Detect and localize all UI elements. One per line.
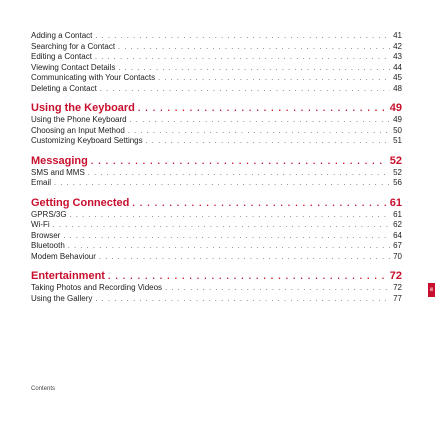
toc-entry-page: 61 [393,209,402,219]
toc-entry[interactable] [31,63,402,74]
toc-entry-title: Browser [31,230,61,240]
toc-entry-page: 44 [393,62,402,72]
toc-entry-title: Searching for a Contact [31,41,116,51]
toc-section-heading[interactable] [31,154,402,168]
toc-section-page: 49 [389,102,402,114]
toc-entry-page: 49 [393,115,402,124]
dot-leader [54,179,390,189]
dot-leader [95,32,390,42]
toc-entry[interactable] [31,42,402,53]
toc-entry[interactable] [31,84,402,95]
dot-leader [146,137,390,147]
toc-entry-page: 52 [393,167,402,177]
toc-entry-page: 56 [393,178,402,187]
toc-entry[interactable] [31,126,402,137]
toc-entry[interactable] [31,220,402,231]
toc-entry-title: Editing a Contact [31,52,92,61]
toc-entry-title: Taking Photos and Recording Videos [31,283,163,292]
dot-leader [130,116,390,126]
dot-leader [95,53,390,63]
dot-leader [88,169,390,179]
toc-entry-page: 41 [393,31,402,40]
toc-entry-page: 50 [393,125,402,135]
toc-entry[interactable] [31,136,402,147]
dot-leader [108,269,387,283]
footer-label: Contents [31,386,56,392]
toc-section-heading[interactable] [31,101,402,115]
toc-entry[interactable] [31,52,402,63]
toc-entry-page: 70 [393,251,402,261]
toc-entry[interactable] [31,168,402,179]
dot-leader [132,196,386,210]
toc-section-title: Getting Connected [31,196,130,209]
toc-entry-title: GPRS/3G [31,209,67,219]
toc-entry-page: 51 [393,136,402,145]
toc-entry-page: 67 [393,241,402,250]
toc-entry-page: 64 [393,230,402,240]
dot-leader [165,284,390,294]
toc-entry-title: Bluetooth [31,241,65,250]
toc-entry[interactable] [31,231,402,242]
toc-entry[interactable] [31,115,402,126]
toc-entry-title: Wi-Fi [31,220,50,229]
toc-entry[interactable] [31,283,402,294]
toc-section-heading[interactable] [31,196,402,210]
toc-entry-page: 62 [393,220,402,229]
dot-leader [91,154,387,168]
toc-entry[interactable] [31,73,402,84]
dot-leader [128,127,390,137]
toc-entry[interactable] [31,210,402,221]
dot-leader [53,221,390,231]
toc-entry-page: 45 [393,73,402,82]
toc-section-page: 61 [389,196,402,209]
toc-entry-title: Customizing Keyboard Settings [31,136,143,145]
dot-leader [118,64,390,74]
toc-entry-title: SMS and MMS [31,167,85,177]
page-number-tab: iii [428,283,435,297]
toc-section-title: Messaging [31,154,88,167]
dot-leader [68,242,390,252]
toc-entry-page: 72 [393,283,402,292]
toc-entry-title: Using the Gallery [31,293,93,303]
toc-entry-title: Modem Behaviour [31,251,96,261]
toc-entry-page: 48 [393,83,402,93]
toc-entry-title: Communicating with Your Contacts [31,73,156,82]
dot-leader [70,211,391,221]
dot-leader [118,43,390,53]
toc-section-title: Entertainment [31,270,105,282]
toc-entry-page: 42 [393,41,402,51]
toc-entry-title: Using the Phone Keyboard [31,115,127,124]
table-of-contents [31,31,402,304]
toc-entry-page: 43 [393,52,402,61]
toc-section-title: Using the Keyboard [31,102,135,114]
toc-entry-title: Adding a Contact [31,31,93,40]
toc-section-page: 52 [389,154,402,167]
toc-entry[interactable] [31,241,402,252]
dot-leader [158,74,390,84]
toc-entry-page: 77 [393,293,402,303]
toc-entry-title: Deleting a Contact [31,83,97,93]
toc-entry[interactable] [31,252,402,263]
dot-leader [100,85,390,95]
toc-entry[interactable] [31,178,402,189]
toc-entry[interactable] [31,31,402,42]
toc-entry-title: Choosing an Input Method [31,125,125,135]
toc-entry[interactable] [31,294,402,305]
dot-leader [99,253,390,263]
dot-leader [138,101,387,115]
dot-leader [63,232,390,242]
dot-leader [95,295,390,305]
toc-section-page: 72 [389,270,402,282]
toc-section-heading[interactable] [31,269,402,283]
toc-entry-title: Viewing Contact Details [31,62,116,72]
toc-entry-title: Email [31,178,52,187]
